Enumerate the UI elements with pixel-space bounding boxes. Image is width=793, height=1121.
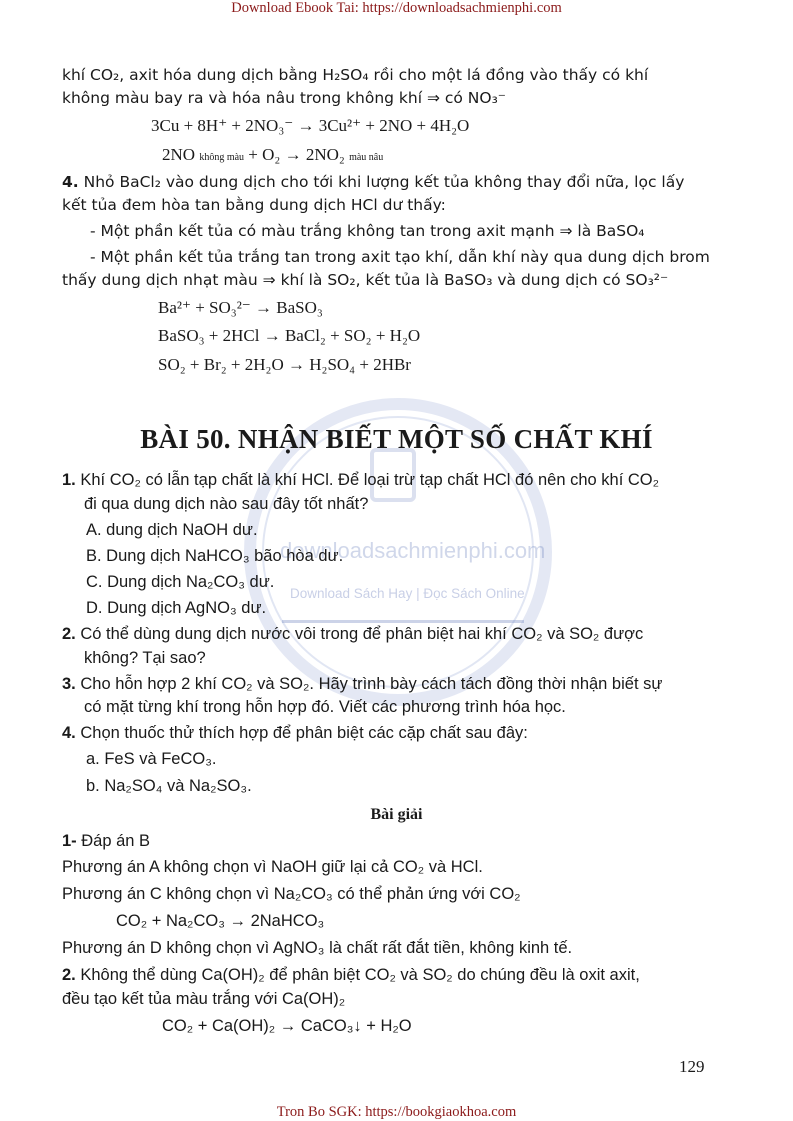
- option-b: B. Dung dịch NaHCO₃ bão hòa dư.: [86, 547, 344, 565]
- question-3-line-1: [62, 675, 662, 694]
- answer-1-head-text: Đáp án B: [76, 832, 151, 850]
- answer-2-line-2: đều tạo kết tủa màu trắng với Ca(OH)₂: [62, 990, 346, 1008]
- footer-sgk-link[interactable]: Tron Bo SGK: https://bookgiaokhoa.com: [276, 1104, 517, 1120]
- item4-line-4: - Một phần kết tủa trắng tan trong axit tạo khí, dẫn khí này qua dung dịch brom: [90, 248, 710, 266]
- equation-4: BaSO₃ + 2HCl → BaCl₂ + SO₂ + H₂O: [158, 326, 421, 345]
- watermark-tagline: Download Sách Hay | Đọc Sách Online: [290, 586, 525, 601]
- option-c: C. Dung dịch Na₂CO₃ dư.: [86, 573, 275, 591]
- answer-1-line-1: Phương án A không chọn vì NaOH giữ lại cả CO₂ và HCl.: [62, 858, 483, 876]
- eq2-part-b: + O₂ → 2NO₂: [248, 145, 345, 164]
- lesson-title: BÀI 50. NHẬN BIẾT MỘT SỐ CHẤT KHÍ: [140, 424, 653, 454]
- question-2-number: 2.: [62, 625, 76, 643]
- question-3-number: 3.: [62, 675, 76, 693]
- eq2-part-a: 2NO: [162, 145, 196, 164]
- item4-line-5: thấy dung dịch nhạt màu ⇒ khí là SO₂, kết tủa là BaSO₃ và dung dịch có SO₃²⁻: [62, 271, 669, 289]
- option-a: A. dung dịch NaOH dư.: [86, 521, 258, 539]
- answer-2-equation: CO₂ + Ca(OH)₂ → CaCO₃↓ + H₂O: [162, 1017, 412, 1035]
- question-2-text: Có thể dùng dung dịch nước vôi trong để phân biệt hai khí CO₂ và SO₂ được: [75, 625, 644, 643]
- question-1-number: 1.: [62, 471, 76, 489]
- watermark-site: downloadsachmienphi.com: [280, 538, 546, 563]
- question-4-line-1: [62, 724, 528, 743]
- question-2-line-2: không? Tại sao?: [84, 649, 206, 667]
- equation-5: SO₂ + Br₂ + 2H₂O → H₂SO₄ + 2HBr: [158, 355, 411, 374]
- answer-1-line-2: Phương án C không chọn vì Na₂CO₃ có thể phản ứng với CO₂: [62, 885, 521, 903]
- question-4-a: a. FeS và FeCO₃.: [86, 750, 217, 768]
- answer-1-equation: CO₂ + Na₂CO₃ → 2NaHCO₃: [116, 912, 325, 930]
- question-1-line-1: [62, 471, 659, 490]
- question-1-text: Khí CO₂ có lẫn tạp chất là khí HCl. Để loại trừ tạp chất HCl đó nên cho khí CO₂: [75, 471, 660, 489]
- header-download-link[interactable]: Download Ebook Tai: https://downloadsachmienphi.com: [231, 0, 562, 16]
- answer-1-head: [62, 832, 150, 851]
- answer-2-number: 2.: [62, 966, 76, 984]
- page-number: 129: [679, 1057, 705, 1076]
- answer-2-line-1: [62, 966, 640, 985]
- top-line-2: không màu bay ra và hóa nâu trong không khí ⇒ có NO₃⁻: [62, 89, 506, 107]
- question-4-number: 4.: [62, 724, 76, 742]
- question-4-b: b. Na₂SO₄ và Na₂SO₃.: [86, 777, 252, 795]
- equation-3: Ba²⁺ + SO₃²⁻ → BaSO₃: [158, 298, 323, 317]
- option-d: D. Dung dịch AgNO₃ dư.: [86, 599, 267, 617]
- question-4-text: Chọn thuốc thử thích hợp để phân biệt các cặp chất sau đây:: [75, 724, 528, 742]
- item4-line-1: [62, 171, 684, 193]
- item4-line-2: kết tủa đem hòa tan bằng dung dịch HCl dư thấy:: [62, 196, 446, 214]
- answer-1-number: 1-: [62, 832, 77, 850]
- question-1-line-2: đi qua dung dịch nào sau đây tốt nhất?: [84, 495, 369, 513]
- question-3-line-2: có mặt từng khí trong hỗn hợp đó. Viết các phương trình hóa học.: [84, 698, 566, 716]
- answer-1-line-3: Phương án D không chọn vì AgNO₃ là chất rất đắt tiền, không kinh tế.: [62, 939, 573, 957]
- equation-1: 3Cu + 8H⁺ + 2NO₃⁻ → 3Cu²⁺ + 2NO + 4H₂O: [151, 116, 470, 135]
- question-2-line-1: [62, 625, 643, 644]
- watermark-bar: [282, 620, 524, 623]
- question-3-text: Cho hỗn hợp 2 khí CO₂ và SO₂. Hãy trình bày cách tách đồng thời nhận biết sự: [75, 675, 663, 693]
- eq2-note-a: không màu: [199, 152, 245, 163]
- eq2-note-b: màu nâu: [349, 152, 384, 163]
- equation-2: [162, 145, 383, 165]
- item4-number: 4.: [62, 173, 79, 191]
- item4-text-1: Nhỏ BaCl₂ vào dung dịch cho tới khi lượng kết tủa không thay đổi nữa, lọc lấy: [78, 173, 685, 191]
- top-line-1: khí CO₂, axit hóa dung dịch bằng H₂SO₄ rồi cho một lá đồng vào thấy có khí: [62, 66, 649, 84]
- item4-line-3: - Một phần kết tủa có màu trắng không tan trong axit mạnh ⇒ là BaSO₄: [90, 222, 645, 240]
- solutions-heading: Bài giải: [370, 806, 423, 823]
- answer-2-text: Không thể dùng Ca(OH)₂ để phân biệt CO₂ và SO₂ do chúng đều là oxit axit,: [75, 966, 640, 984]
